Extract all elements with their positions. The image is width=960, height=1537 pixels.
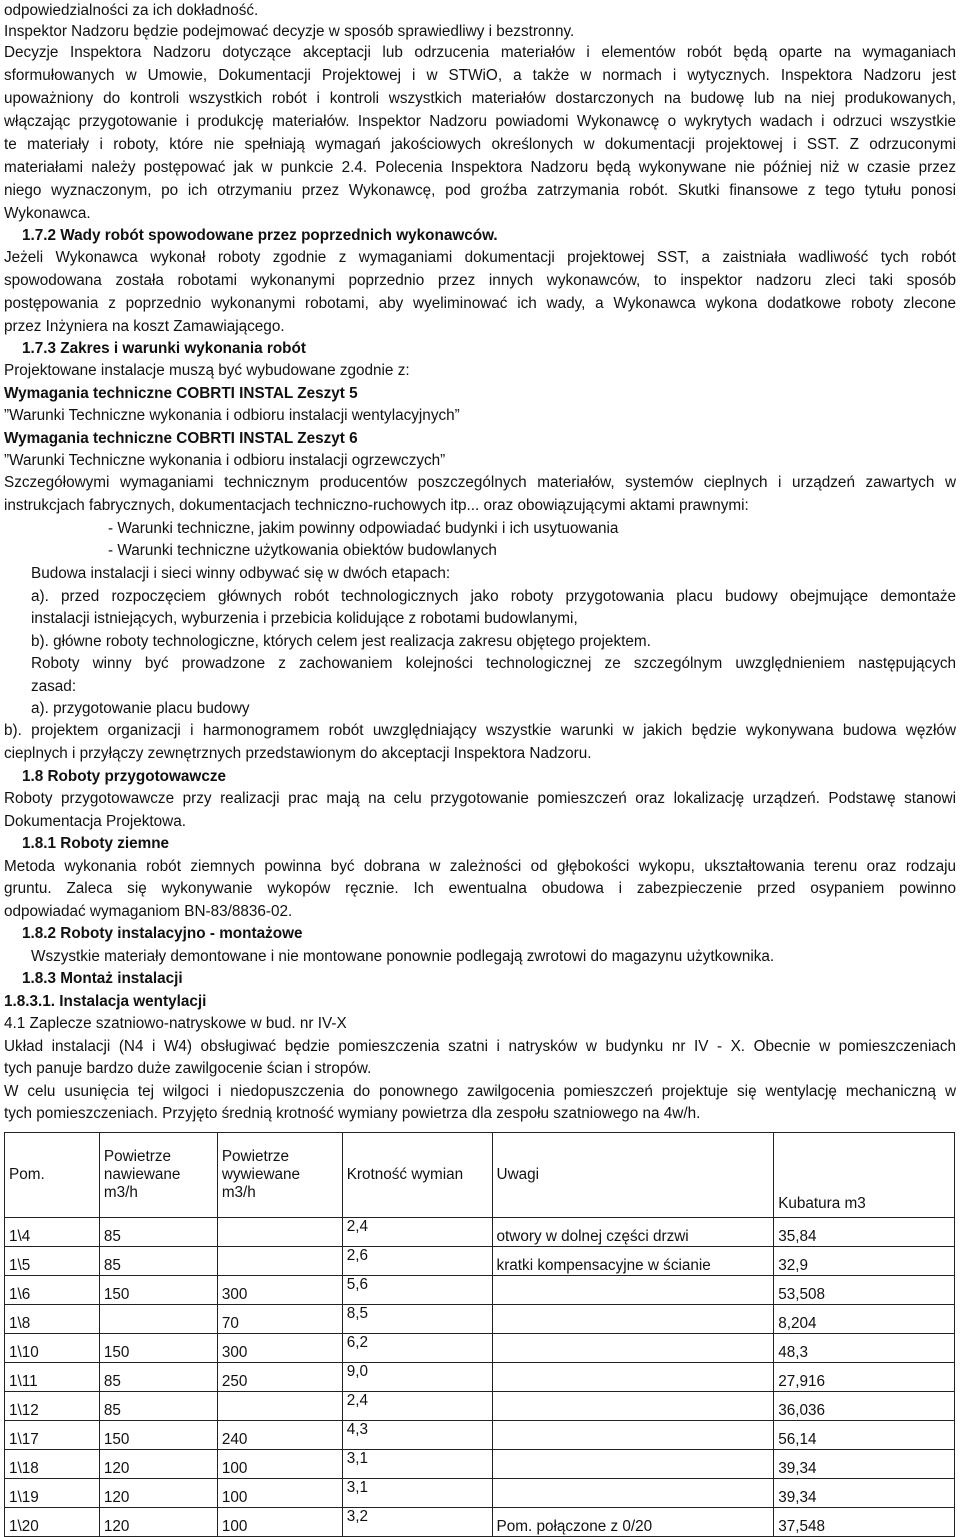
table-cell: [492, 1392, 774, 1421]
table-cell: 1\11: [5, 1363, 100, 1392]
table-cell: 1\19: [5, 1479, 100, 1508]
table-cell: 2,4: [342, 1392, 492, 1421]
table-cell: [217, 1247, 342, 1276]
text-line: b). projektem organizacji i harmonogramem robót uwzględniający wszystkie warunki w jakich będzie wykonywana budowa węzłów: [4, 722, 956, 739]
text-line: gruntu. Zaleca się wykonywanie wykopów ręcznie. Ich ewentualna obudowa i zabezpieczenie przed osypaniem powinno: [4, 880, 956, 897]
text-line: Roboty przygotowawcze przy realizacji prac mają na celu przygotowanie pomieszczeń oraz lokalizację urządzeń. Podstawę stanowi: [4, 790, 956, 807]
text-line: Szczegółowymi wymaganiami technicznym producentów poszczególnych materiałów, systemów cieplnych i urządzeń zawartych w: [4, 474, 956, 491]
table-row: [5, 1508, 955, 1537]
table-cell: 1\5: [5, 1247, 100, 1276]
table-cell: 8,5: [342, 1305, 492, 1334]
header-cell: Powietrze wywiewane m3/h: [217, 1133, 342, 1218]
text-line: b). główne roboty technologiczne, których celem jest realizacja zakresu objętego projektem.: [31, 633, 651, 650]
table-cell: 2,4: [342, 1218, 492, 1247]
text-line: Wszystkie materiały demontowane i nie montowane ponownie podlegają zwrotowi do magazynu użytkownika.: [31, 948, 775, 965]
table-row: [5, 1276, 955, 1305]
section-heading: 1.8.1 Roboty ziemne: [22, 835, 170, 852]
section-heading: 1.7.2 Wady robót spowodowane przez poprzednich wykonawców.: [22, 227, 498, 244]
header-cell: Uwagi: [492, 1133, 774, 1218]
text-line: sformułowanych w Umowie, Dokumentacji Projektowej i w STWiO, a także w normach i wytycznych. Inspektora Nadzoru jest: [4, 67, 956, 84]
table-cell: 48,3: [774, 1334, 955, 1363]
table-cell: 32,9: [774, 1247, 955, 1276]
text-line: ”Warunki Techniczne wykonania i odbioru instalacji wentylacyjnych”: [4, 407, 460, 424]
text-line: Metoda wykonania robót ziemnych powinna być dobrana w zależności od głębokości wykopu, ukształtowania terenu oraz rodzaju: [4, 858, 956, 875]
table-row: [5, 1218, 955, 1247]
table-row: [5, 1421, 955, 1450]
table-cell: 8,204: [774, 1305, 955, 1334]
table-cell: 85: [99, 1392, 217, 1421]
table-cell: 150: [99, 1276, 217, 1305]
table-cell: 3,2: [342, 1508, 492, 1537]
table-cell: 240: [217, 1421, 342, 1450]
text-line: a). przygotowanie placu budowy: [31, 700, 250, 717]
text-line: tych pomieszczeniach. Przyjęto średnią krotność wymiany powietrza dla zespołu szatniowego na 4w/h.: [4, 1105, 701, 1122]
table-cell: 85: [99, 1363, 217, 1392]
text-line: Wykonawca.: [4, 205, 91, 222]
text-line: upoważniony do kontroli wszystkich robót i kontroli wszystkich materiałów dostarczonych na budowę lub na niej produkowanych,: [4, 90, 956, 107]
table-cell: 120: [99, 1479, 217, 1508]
table-cell: 5,6: [342, 1276, 492, 1305]
table-cell: 1\17: [5, 1421, 100, 1450]
text-line: 4.1 Zaplecze szatniowo-natryskowe w bud. nr IV-X: [4, 1015, 347, 1032]
text-line: spowodowana została robotami wykonanymi poprzednio przez innych wykonawców, to inspektor nadzoru zleci taki sposób: [4, 272, 956, 289]
table-cell: 36,036: [774, 1392, 955, 1421]
text-line: odpowiedzialności za ich dokładność.: [4, 2, 259, 19]
text-line: Inspektor Nadzoru będzie podejmować decyzje w sposób sprawiedliwy i bezstronny.: [4, 23, 575, 40]
table-row: [5, 1363, 955, 1392]
table-cell: [492, 1450, 774, 1479]
table-cell: 70: [217, 1305, 342, 1334]
text-line: zasad:: [31, 678, 77, 695]
table-row: [5, 1392, 955, 1421]
table-cell: 1\12: [5, 1392, 100, 1421]
table-cell: 3,1: [342, 1450, 492, 1479]
list-item: - Warunki techniczne, jakim powinny odpowiadać budynki i ich usytuowania: [108, 520, 619, 537]
header-cell: Krotność wymian: [342, 1133, 492, 1218]
text-line: te materiały i roboty, które nie spełniają wymagań jakościowych określonych w dokumentacji projektowej i SST. Z odrzuconymi: [4, 136, 956, 153]
table-header-row: [5, 1133, 955, 1218]
table-cell: 1\10: [5, 1334, 100, 1363]
section-heading: 1.8.2 Roboty instalacyjno - montażowe: [22, 925, 303, 942]
text-line: postępowania z poprzednio wykonanymi robotami, aby wyeliminować ich wady, a Wykonawca wykona dodatkowe roboty zlecone: [4, 295, 956, 312]
table-cell: [99, 1305, 217, 1334]
text-line: a). przed rozpoczęciem głównych robót technologicznych jako roboty przygotowania placu budowy obejmujące demontaże: [31, 588, 956, 605]
table-cell: otwory w dolnej części drzwi: [492, 1218, 774, 1247]
text-line: Decyzje Inspektora Nadzoru dotyczące akceptacji lub odrzucenia materiałów i elementów robót będą oparte na wymaganiach: [4, 44, 956, 61]
table-cell: Pom. połączone z 0/20: [492, 1508, 774, 1537]
text-line: niego wyznaczonym, po ich otrzymaniu przez Wykonawcę, pod groźba zatrzymania robót. Skutki finansowe z tego tytułu ponosi: [4, 182, 956, 199]
table-cell: 100: [217, 1479, 342, 1508]
text-line: włączając przygotowanie i produkcję materiałów. Inspektor Nadzoru powiadomi Wykonawcę o wykrytych wadach i odrzuci wszystkie: [4, 113, 956, 130]
table-cell: 27,916: [774, 1363, 955, 1392]
text-line: Dokumentacja Projektowa.: [4, 813, 186, 830]
table-cell: 1\18: [5, 1450, 100, 1479]
table-cell: 35,84: [774, 1218, 955, 1247]
table-cell: 1\8: [5, 1305, 100, 1334]
standard-title: Wymagania techniczne COBRTI INSTAL Zeszyt 5: [4, 385, 358, 402]
table-row: [5, 1305, 955, 1334]
table-cell: 300: [217, 1334, 342, 1363]
table-cell: 1\20: [5, 1508, 100, 1537]
table-cell: 150: [99, 1334, 217, 1363]
section-heading: 1.7.3 Zakres i warunki wykonania robót: [22, 340, 306, 357]
ventilation-table: [4, 1132, 955, 1537]
table-cell: 120: [99, 1508, 217, 1537]
text-line: Roboty winny być prowadzone z zachowaniem kolejności technologicznej ze szczególnym uwzględnieniem następujących: [31, 655, 956, 672]
text-line: odpowiadać wymaganiom BN-83/8836-02.: [4, 903, 293, 920]
table-cell: [217, 1218, 342, 1247]
standard-title: Wymagania techniczne COBRTI INSTAL Zeszyt 6: [4, 430, 358, 447]
table-cell: [492, 1363, 774, 1392]
table-cell: 250: [217, 1363, 342, 1392]
table-cell: 39,34: [774, 1450, 955, 1479]
header-cell: Pom.: [5, 1133, 100, 1218]
section-heading: 1.8 Roboty przygotowawcze: [22, 768, 226, 785]
table-row: [5, 1479, 955, 1508]
table-cell: 120: [99, 1450, 217, 1479]
table-cell: kratki kompensacyjne w ścianie: [492, 1247, 774, 1276]
table-cell: 4,3: [342, 1421, 492, 1450]
text-line: instalacji istniejących, wyburzenia i przebicia kolidujące z robotami budowlanymi,: [31, 610, 578, 627]
text-line: Budowa instalacji i sieci winny odbywać się w dwóch etapach:: [31, 565, 451, 582]
table-cell: 37,548: [774, 1508, 955, 1537]
table-cell: 3,1: [342, 1479, 492, 1508]
table-row: [5, 1450, 955, 1479]
table-cell: [492, 1479, 774, 1508]
table-cell: 6,2: [342, 1334, 492, 1363]
text-line: Jeżeli Wykonawca wykonał roboty zgodnie z wymaganiami dokumentacji projektowej SST, a zaistniała wadliwość tych robót: [4, 249, 956, 266]
table-cell: [492, 1276, 774, 1305]
table-cell: [492, 1305, 774, 1334]
table-cell: 39,34: [774, 1479, 955, 1508]
header-cell: Powietrze nawiewane m3/h: [99, 1133, 217, 1218]
table-cell: [492, 1421, 774, 1450]
table-cell: 56,14: [774, 1421, 955, 1450]
table-cell: 1\6: [5, 1276, 100, 1305]
text-line: Projektowane instalacje muszą być wybudowane zgodnie z:: [4, 362, 410, 379]
table-cell: 85: [99, 1247, 217, 1276]
section-heading: 1.8.3.1. Instalacja wentylacji: [4, 993, 207, 1010]
table-cell: 2,6: [342, 1247, 492, 1276]
text-line: ”Warunki Techniczne wykonania i odbioru instalacji ogrzewczych”: [4, 452, 446, 469]
table-cell: 150: [99, 1421, 217, 1450]
text-line: tych panuje bardzo duże zawilgocenie ścian i stropów.: [4, 1060, 372, 1077]
header-cell: Kubatura m3: [774, 1133, 955, 1218]
table-row: [5, 1247, 955, 1276]
table-cell: [492, 1334, 774, 1363]
text-line: instrukcjach fabrycznych, dokumentacjach techniczno-ruchowych itp... oraz obowiązującymi aktami prawnymi:: [4, 497, 749, 514]
table-cell: 9,0: [342, 1363, 492, 1392]
table-cell: 100: [217, 1450, 342, 1479]
text-line: przez Inżyniera na koszt Zamawiającego.: [4, 318, 285, 335]
text-line: W celu usunięcia tej wilgoci i niedopuszczenia do ponownego zawilgocenia pomieszczeń projektuje się wentylację mechaniczną w: [4, 1083, 956, 1100]
table-cell: [217, 1392, 342, 1421]
text-line: materiałami należy postępować jak w punkcie 2.4. Polecenia Inspektora Nadzoru będą wykonywane nie później niż w czasie przez: [4, 159, 956, 176]
list-item: - Warunki techniczne użytkowania obiektów budowlanych: [108, 542, 497, 559]
section-heading: 1.8.3 Montaż instalacji: [22, 970, 183, 987]
text-line: Układ instalacji (N4 i W4) obsługiwać będzie pomieszczenia szatni i natrysków w budynku nr IV - X. Obecnie w pomieszczeniach: [4, 1038, 956, 1055]
table-row: [5, 1334, 955, 1363]
text-line: cieplnych i przyłączy zewnętrznych przedstawionym do akceptacji Inspektora Nadzoru.: [4, 745, 592, 762]
table-cell: 1\4: [5, 1218, 100, 1247]
table-cell: 53,508: [774, 1276, 955, 1305]
table-cell: 100: [217, 1508, 342, 1537]
table-cell: 300: [217, 1276, 342, 1305]
table-cell: 85: [99, 1218, 217, 1247]
